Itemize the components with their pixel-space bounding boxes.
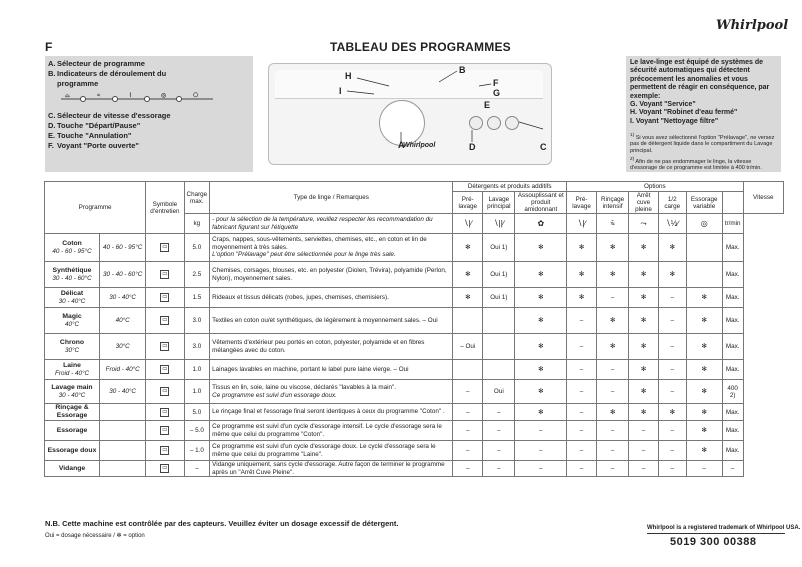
legend-item-f: F. Voyant "Porte ouverte" [48,141,139,150]
cell-value: Oui 1) [483,288,515,308]
info-main [630,59,778,126]
cell-value [686,234,722,262]
program-description: Lainages lavables en machine, portant le label pure laine vierge. – Oui [210,360,453,380]
table-row [45,262,784,288]
cell-value [483,360,515,380]
cell-value: – [629,461,659,477]
program-description: Textiles en coton ou/et synthétiques, de légèrement à moyennement sales. – Oui [210,308,453,334]
control-panel-illustration [268,63,552,165]
footer-legend: Oui = dosage nécessaire / ✻ = option [45,533,145,539]
callout-g: G [493,88,501,98]
cell-value: – [596,421,628,441]
icon-assoup: ✿ [515,214,567,234]
cell-value: – [567,421,597,441]
program-description: Vidange uniquement, sans cycle d'essorage. Autre façon de terminer le programme après un "Arrêt Cuve Pleine". [210,461,453,477]
callout-a: A [398,140,405,150]
icon-demi: ∖½∕ [658,214,686,234]
svg-text:⌓: ⌓ [65,93,70,99]
cell-value: Max. [722,404,743,421]
th-kg: kg [184,214,210,234]
cell-value: ✻ [453,288,483,308]
cell-value: ✻ [515,404,567,421]
legend-item-b: B. Indicateurs de déroulement du [48,69,167,78]
cell-value: – [722,461,743,477]
th-lavage: Lavage principal [483,192,515,214]
th-symbole: Symbole d'entretien [146,182,184,234]
cell-value: – Oui [453,334,483,360]
cell-value: – [629,421,659,441]
care-symbol: ▭ [146,360,184,380]
icon-prelavage: ∖|∕ [453,214,483,234]
cell-value: Oui [483,380,515,404]
cell-value: ✻ [686,421,722,441]
cell-value: ✻ [629,234,659,262]
charge-kg: 1.0 [184,360,210,380]
care-symbol: ▭ [146,234,184,262]
program-description: Le rinçage final et l'essorage final seront identiques à ceux du programme "Coton" . [210,404,453,421]
table-row [45,288,784,308]
cell-value: Oui 1) [483,262,515,288]
callout-c: C [540,142,547,152]
th-programme: Programme [45,182,146,234]
callout-i: I [339,86,342,96]
brand-logo: Whirlpool [716,18,789,33]
callout-f: F [493,78,499,88]
cell-value: ✻ [629,262,659,288]
program-description: Tissus en lin, soie, laine ou viscose, déclarés "lavables à la main". Ce programme est suivi d'un essorage doux. [210,380,453,404]
panel-callout-lines [269,64,551,164]
program-name: Essorage [45,421,100,441]
program-name: Lavage main 30 - 40°C [45,380,100,404]
program-name: Essorage doux [45,441,100,461]
cell-value [686,262,722,288]
cell-value: – [515,461,567,477]
program-temp: 40 - 60 - 95°C [100,234,146,262]
cell-value: Max. [722,308,743,334]
cell-value: ✻ [686,380,722,404]
cell-value: – [567,461,597,477]
cell-value: Max. [722,262,743,288]
cell-value [483,334,515,360]
th-assoup: Assouplissant et produit amidonnant [515,192,567,214]
charge-kg: – 5.0 [184,421,210,441]
cell-value: – [658,288,686,308]
cell-value: – [658,461,686,477]
cell-value: – [596,288,628,308]
charge-kg: 3.0 [184,308,210,334]
cell-value: ✻ [629,288,659,308]
svg-text:⎔: ⎔ [193,93,199,99]
program-temp: 30°C [100,334,146,360]
program-temp: 30 - 40 - 60°C [100,262,146,288]
table-row [45,334,784,360]
cell-value: – [596,441,628,461]
program-description: Craps, nappes, sous-vêtements, serviettes, chemises, etc., en coton et lin de moyennement à très sales. L'option "Prélavage" peut être sélectionnée pour le linge très sale. [210,234,453,262]
legend-item-c: C. Sélecteur de vitesse d'essorage [48,111,171,120]
cell-value [453,360,483,380]
section-letter: F [45,40,53,54]
cell-value: – [567,360,597,380]
cell-value: ✻ [629,380,659,404]
care-symbol: ▭ [146,308,184,334]
program-temp [100,441,146,461]
legend-item-a: A. Sélecteur de programme [48,59,145,68]
cell-value: ✻ [658,234,686,262]
program-description: Ce programme est suivi d'un cycle d'essorage intensif. Le cycle d'essorage sera le même que celui du programme "Coton". [210,421,453,441]
program-description: Chemises, corsages, blouses, etc. en polyester (Diolen, Trévira), polyamide (Perlon, Nylon), moyennement sales. [210,262,453,288]
footer-note: N.B. Cette machine est contrôlée par des capteurs. Veuillez éviter un dosage excessif de détergent. [45,519,399,528]
callout-b: B [459,65,466,75]
program-temp: 30 - 40°C [100,288,146,308]
charge-kg: – 1.0 [184,441,210,461]
cell-value: – [515,441,567,461]
cell-value: – [567,404,597,421]
info-note-2: $^{2)}$ Afin de ne pas endommager le linge, la vitesse d'essorage de ce programme est limitée à 400 tr/min. [630,156,762,172]
cell-value: ✻ [515,308,567,334]
table-row [45,308,784,334]
table-row [45,461,784,477]
cell-value: – [567,441,597,461]
icon-lavage: ∖||∕ [483,214,515,234]
info-notes [630,132,778,172]
cell-value: ✻ [686,334,722,360]
cell-value: – [567,308,597,334]
program-name: Délicat 30 - 40°C [45,288,100,308]
cell-value: – [658,308,686,334]
cell-value: ✻ [515,334,567,360]
cell-value: ✻ [629,308,659,334]
th-arret: Arrêt cuve pleine [629,192,659,214]
cell-value: Max. [722,441,743,461]
program-name: Synthétique 30 - 40 - 60°C [45,262,100,288]
program-temp [100,461,146,477]
cell-value: – [658,421,686,441]
cell-value: – [453,421,483,441]
cell-value: ✻ [596,334,628,360]
program-description: Ce programme est suivi d'un cycle d'essorage doux. Le cycle d'essorage sera le même que celui du programme "Laine". [210,441,453,461]
th-rincage: Rinçage intensif [596,192,628,214]
legend-item-d: D. Touche "Départ/Pause" [48,121,141,130]
cell-value: ✻ [515,262,567,288]
info-tap: H. Voyant "Robinet d'eau fermé" [630,109,738,117]
part-number: 5019 300 00388 [670,536,757,548]
cell-value: Max. [722,234,743,262]
legend-box [45,56,253,172]
cell-value: – [658,380,686,404]
trademark: Whirlpool is a registered trademark of Whirlpool USA. [647,525,801,531]
program-description: Rideaux et tissus délicats (robes, jupes, chemises, chemisiers). [210,288,453,308]
care-symbol: ▭ [146,288,184,308]
charge-kg: 5.0 [184,404,210,421]
charge-kg: 5.0 [184,234,210,262]
program-description: Vêtements d'extérieur peu portés en coton, polyester, polyamide et en fibres mélangées avec du coton. [210,334,453,360]
program-name: Rinçage & Essorage [45,404,100,421]
cell-value: – [596,380,628,404]
cell-value: ✻ [686,360,722,380]
legend-item-b-cont: programme [57,79,99,88]
program-name: Coton 40 - 60 - 95°C [45,234,100,262]
cell-value: Max. [722,288,743,308]
charge-kg: – [184,461,210,477]
care-symbol: ▭ [146,421,184,441]
care-symbol: ▭ [146,334,184,360]
care-symbol: ▭ [146,461,184,477]
cell-value: ✻ [658,262,686,288]
table-row [45,380,784,404]
cell-value [453,308,483,334]
cell-value: ✻ [686,288,722,308]
cell-value: – [658,360,686,380]
cell-value: ✻ [567,262,597,288]
cell-value: ✻ [629,360,659,380]
callout-e: E [484,100,491,110]
indicator-strip-icon [53,92,223,104]
panel-brand: Whirlpool [403,142,436,149]
cell-value: – [686,461,722,477]
cell-value: ✻ [515,360,567,380]
cell-value: – [483,441,515,461]
table-row [45,234,784,262]
th-charge: Charge max. [184,182,210,214]
program-temp [100,421,146,441]
cell-value: – [483,421,515,441]
footer-rule [647,533,785,534]
table-row [45,441,784,461]
cell-value: ✻ [596,234,628,262]
cell-value: ✻ [515,380,567,404]
info-service: G. Voyant "Service" [630,101,696,109]
charge-kg: 1.5 [184,288,210,308]
care-symbol: ▭ [146,262,184,288]
icon-opt-prelavage: ∖|∕ [567,214,597,234]
cell-value: – [658,334,686,360]
cell-value: ✻ [686,308,722,334]
cell-value: Oui 1) [483,234,515,262]
cell-value: – [453,404,483,421]
cell-value: ✻ [515,288,567,308]
icon-arret: ⤳ [629,214,659,234]
cell-value: ✻ [658,404,686,421]
cell-value: – [515,421,567,441]
th-trmin: tr/min [722,214,743,234]
th-essorage: Essorage variable [686,192,722,214]
cell-value: ✻ [515,234,567,262]
program-temp: Froid - 40°C [100,360,146,380]
callout-d: D [469,142,476,152]
charge-kg: 1.0 [184,380,210,404]
charge-kg: 2.5 [184,262,210,288]
cell-value: – [596,360,628,380]
cell-value: ✻ [453,262,483,288]
program-name: Vidange [45,461,100,477]
cell-value: ✻ [686,404,722,421]
cell-value: Max. [722,421,743,441]
cell-value: – [483,461,515,477]
cell-value: – [567,334,597,360]
table-row [45,360,784,380]
cell-value: – [629,441,659,461]
care-symbol: ▭ [146,404,184,421]
cell-value: – [596,461,628,477]
cell-value: ✻ [596,308,628,334]
cell-value: 400 2) [722,380,743,404]
th-demi: 1/2 carge [658,192,686,214]
cell-value: – [453,380,483,404]
cell-value: ✻ [567,234,597,262]
cell-value: – [658,441,686,461]
cell-value: ✻ [629,404,659,421]
cell-value: ✻ [629,334,659,360]
cell-value: ✻ [567,288,597,308]
table-row [45,421,784,441]
table-row [45,404,784,421]
program-temp [100,404,146,421]
th-type: Type de linge / Remarques [210,182,453,214]
info-box [626,56,781,172]
th-detergents: Détergents et produits additifs [453,182,567,192]
svg-text:◎: ◎ [161,93,167,99]
program-temp: 30 - 40°C [100,380,146,404]
cell-value: Max. [722,334,743,360]
program-table-body [45,234,784,477]
cell-value [483,308,515,334]
program-table [44,181,784,477]
cell-value: Max. [722,360,743,380]
callout-h: H [345,71,352,81]
cell-value: – [567,380,597,404]
cell-value: ✻ [596,404,628,421]
page-title: TABLEAU DES PROGRAMMES [330,40,511,54]
program-temp: 40°C [100,308,146,334]
th-opt-prelavage: Pré-lavage [567,192,597,214]
svg-text:≈: ≈ [97,93,101,99]
cell-value: – [453,461,483,477]
program-name: Chrono 30°C [45,334,100,360]
cell-value: ✻ [596,262,628,288]
cell-value: ✻ [453,234,483,262]
th-vitesse: Vitesse [743,182,783,214]
info-filter: I. Voyant "Nettoyage filtre" [630,117,719,125]
care-symbol: ▭ [146,441,184,461]
icon-essorage: ◎ [686,214,722,234]
cell-value: – [483,404,515,421]
svg-text:⌇: ⌇ [129,93,132,99]
care-symbol: ▭ [146,380,184,404]
th-type-note: - pour la sélection de la température, veuillez respecter les recommandation du fabricant figurant sur l'étiquette [210,214,453,234]
cell-value: – [453,441,483,461]
charge-kg: 3.0 [184,334,210,360]
info-text: Le lave-linge est équipé de systèmes de sécurité automatiques qui détectent précocement les anomalies et vous permettent de réagir en conséquence, par exemple: [630,59,770,100]
program-name: Laine Froid - 40°C [45,360,100,380]
legend-item-e: E. Touche "Annulation" [48,131,132,140]
th-options: Options [567,182,743,192]
icon-rincage: ⩯ [596,214,628,234]
info-note-1: $^{1)}$ Si vous avez sélectionné l'option "Prélavage", ne versez pas de détergent liquide dans le compartiment du Lavage principal. [630,132,775,154]
th-prelavage: Pré-lavage [453,192,483,214]
program-name: Magic 40°C [45,308,100,334]
cell-value: ✻ [686,441,722,461]
